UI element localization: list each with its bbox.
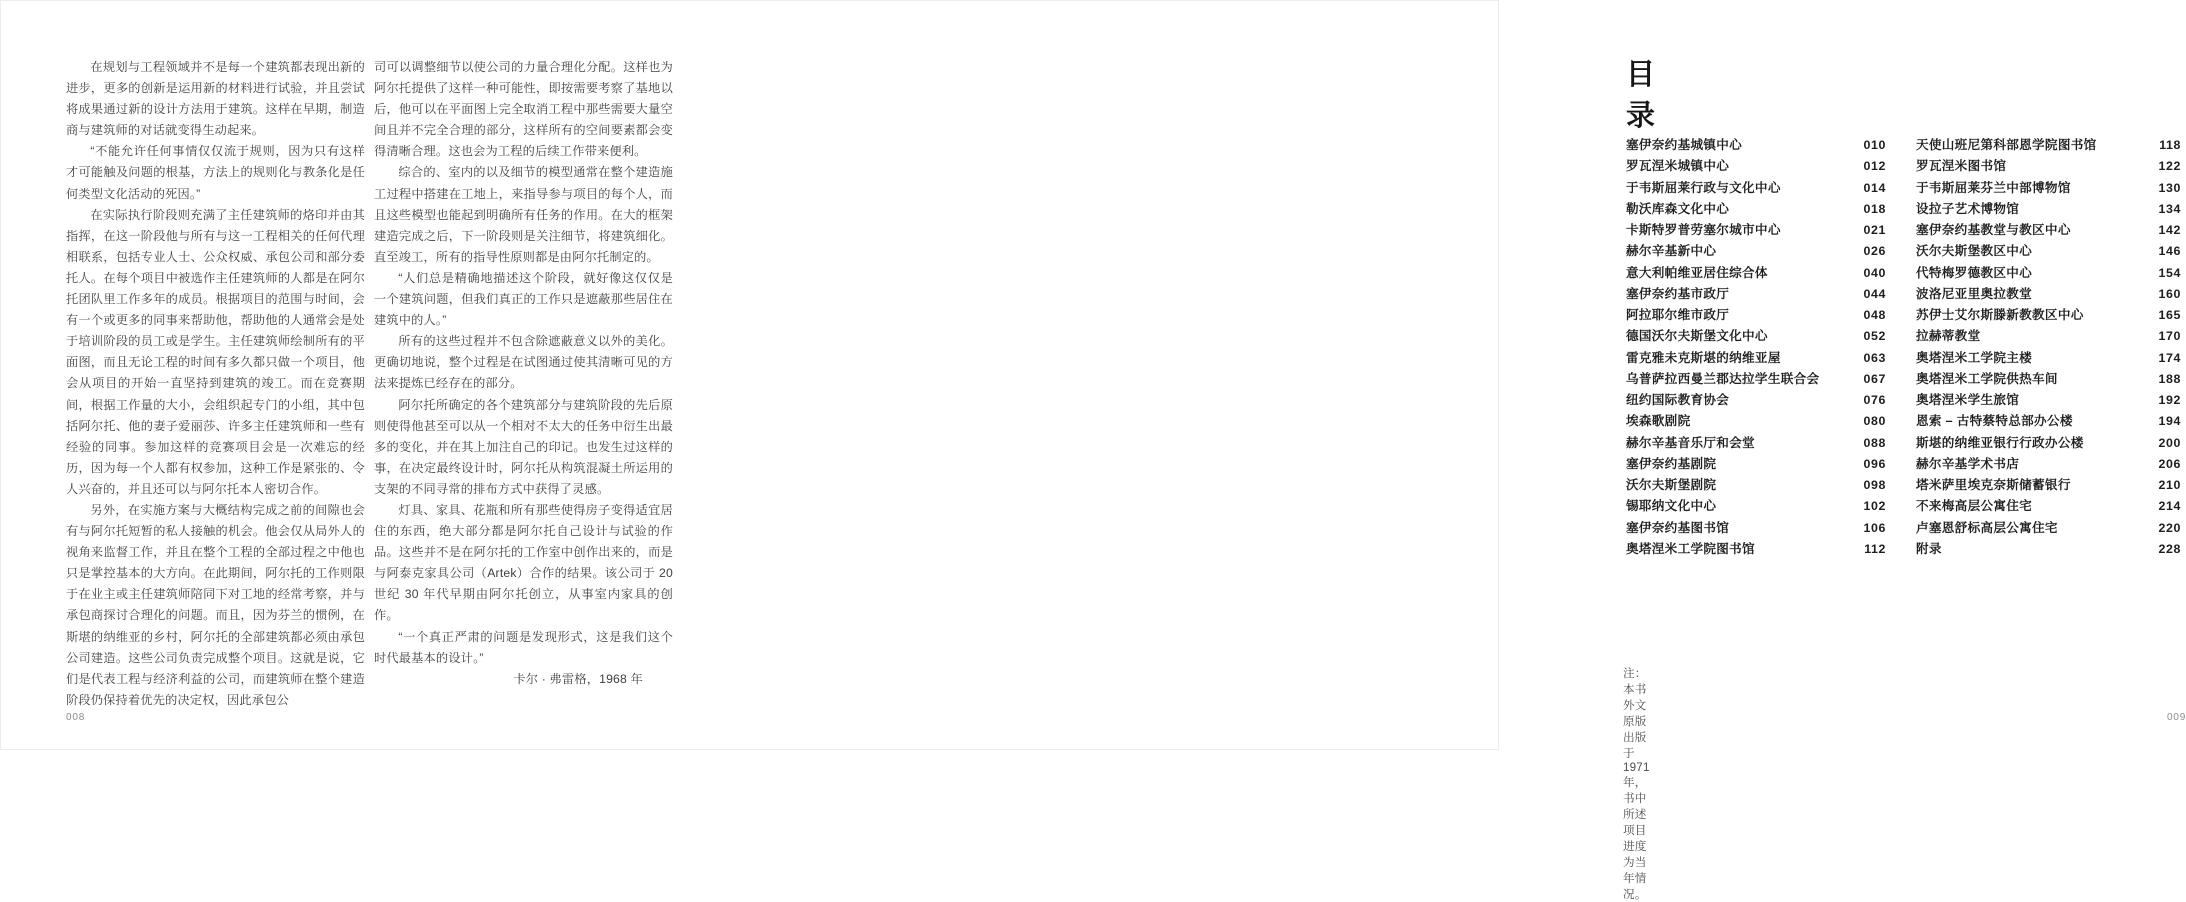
toc-entry bbox=[1916, 155, 2181, 176]
author-signature: 卡尔 · 弗雷格，1968 年 bbox=[513, 671, 643, 686]
toc-entry-title: 奥塔涅米工学院供热车间 bbox=[1916, 371, 2058, 386]
toc-entry-page: 142 bbox=[2158, 223, 2181, 237]
toc-entry bbox=[1626, 432, 1886, 453]
toc-entry-page: 080 bbox=[1863, 414, 1886, 429]
toc-entry-page: 021 bbox=[1863, 223, 1886, 237]
page-left bbox=[0, 0, 749, 750]
text-column-1 bbox=[66, 57, 365, 711]
toc-entry-page: 228 bbox=[2158, 541, 2181, 556]
toc-entry-title: 附录 bbox=[1916, 541, 1942, 556]
toc-entry bbox=[1626, 240, 1886, 261]
toc-entry bbox=[1626, 368, 1886, 389]
toc-entry-title: 苏伊士艾尔斯滕新教教区中心 bbox=[1916, 308, 2084, 322]
toc-entry-title: 天使山班尼第科部恩学院图书馆 bbox=[1916, 138, 2097, 152]
toc-entry-page: 052 bbox=[1863, 329, 1886, 344]
toc-title: 目 录 bbox=[1626, 59, 1657, 132]
toc-entry bbox=[1916, 347, 2181, 368]
toc-entry-page: 014 bbox=[1863, 180, 1886, 195]
toc-entry bbox=[1916, 474, 2181, 495]
toc-entry-title: 赫尔辛基学术书店 bbox=[1916, 456, 2020, 471]
toc-entry-title: 纽约国际教育协会 bbox=[1626, 393, 1730, 407]
toc-entry-title: 斯堪的纳维亚银行行政办公楼 bbox=[1916, 435, 2084, 450]
toc-entry bbox=[1916, 432, 2181, 453]
toc-entry-title: 赫尔辛基新中心 bbox=[1626, 244, 1717, 259]
toc-entry-page: 210 bbox=[2158, 478, 2181, 492]
toc-entry-title: 罗瓦涅米图书馆 bbox=[1916, 159, 2007, 174]
toc-entry bbox=[1916, 198, 2181, 219]
toc-entry bbox=[1626, 538, 1886, 559]
toc-entry-page: 122 bbox=[2158, 159, 2181, 174]
toc-entry bbox=[1916, 240, 2181, 261]
toc-entry-title: 奥塔涅米工学院图书馆 bbox=[1626, 541, 1755, 556]
toc-entry-title: 恩索 – 古特蔡特总部办公楼 bbox=[1916, 414, 2073, 429]
toc-entry-page: 146 bbox=[2158, 244, 2181, 259]
body-paragraph: “不能允许任何事情仅仅流于规则，因为只有这样才可能触及问题的根基，方法上的规则化与教条化是任何类型文化活动的死因。” bbox=[66, 144, 365, 201]
toc-entry bbox=[1626, 155, 1886, 176]
toc-entry-title: 卢塞恩舒标高层公寓住宅 bbox=[1916, 520, 2058, 535]
toc-entry bbox=[1626, 517, 1886, 538]
body-paragraph: 在规划与工程领域并不是每一个建筑都表现出新的进步，更多的创新是运用新的材料进行试验，并且尝试将成果通过新的设计方法用于建筑。这样在早期，制造商与建筑师的对话就变得生动起来。 bbox=[66, 60, 365, 138]
toc-entry-page: 044 bbox=[1863, 286, 1886, 301]
toc-entry-title: 雷克雅未克斯堪的纳维亚屋 bbox=[1626, 350, 1781, 365]
toc-entry-title: 于韦斯屈莱芬兰中部博物馆 bbox=[1916, 180, 2071, 195]
toc-entry-title: 塞伊奈约基城镇中心 bbox=[1626, 138, 1743, 152]
toc-entry-page: 188 bbox=[2158, 371, 2181, 386]
toc-entry bbox=[1916, 538, 2181, 559]
text-column-2 bbox=[374, 57, 673, 690]
toc-entry-title: 于韦斯屈莱行政与文化中心 bbox=[1626, 180, 1781, 195]
toc-entry bbox=[1626, 347, 1886, 368]
toc-entry bbox=[1626, 325, 1886, 346]
toc-entry bbox=[1626, 474, 1886, 495]
toc-entry bbox=[1916, 219, 2181, 240]
toc-entry-title: 卡斯特罗普劳塞尔城市中心 bbox=[1626, 223, 1781, 237]
page-right bbox=[749, 0, 2186, 901]
toc-entry-title: 阿拉耶尔维市政厅 bbox=[1626, 308, 1730, 322]
toc-entry-title: 塔米萨里埃克奈斯储蓄银行 bbox=[1916, 478, 2071, 492]
toc-entry-title: 波洛尼亚里奥拉教堂 bbox=[1916, 286, 2033, 301]
toc-entry-page: 010 bbox=[1863, 138, 1886, 152]
toc-entry-title: 沃尔夫斯堡教区中心 bbox=[1916, 244, 2033, 259]
toc-entry bbox=[1626, 389, 1886, 410]
toc-entry-title: 塞伊奈约基市政厅 bbox=[1626, 286, 1730, 301]
toc-entry-page: 048 bbox=[1863, 308, 1886, 322]
toc-entry-title: 意大利帕维亚居住综合体 bbox=[1626, 265, 1768, 280]
toc-entry-page: 165 bbox=[2158, 308, 2181, 322]
toc-entry bbox=[1916, 325, 2181, 346]
toc-entry-page: 098 bbox=[1863, 478, 1886, 492]
toc-entry-page: 018 bbox=[1863, 201, 1886, 216]
toc-entry-page: 134 bbox=[2158, 201, 2181, 216]
toc-entry-page: 076 bbox=[1863, 393, 1886, 407]
body-paragraph: 所有的这些过程并不包含除遮蔽意义以外的美化。更确切地说，整个过程是在试图通过使其清晰可见的方法来提炼已经存在的部分。 bbox=[374, 334, 673, 391]
page-number-right: 009 bbox=[2167, 712, 2186, 723]
toc-entry-page: 063 bbox=[1863, 350, 1886, 365]
toc-entry bbox=[1916, 368, 2181, 389]
toc-entry-page: 154 bbox=[2158, 265, 2181, 280]
body-paragraph: 阿尔托所确定的各个建筑部分与建筑阶段的先后原则使得他甚至可以从一个相对不太大的任务中衍生出最多的变化，并在其上加注自己的印记。也发生过这样的事，在决定最终设计时，阿尔托从构筑混凝土所运用的支架的不同寻常的排布方式中获得了灵感。 bbox=[374, 397, 673, 496]
toc-entry bbox=[1916, 453, 2181, 474]
toc-entry-page: 106 bbox=[1863, 520, 1886, 535]
toc-entry bbox=[1916, 304, 2181, 325]
body-paragraph: 司可以调整细节以使公司的力量合理化分配。这样也为阿尔托提供了这样一种可能性，即按需要考察了基地以后，他可以在平面图上完全取消工程中那些需要大量空间且并不完全合理的部分，这样所有的空间要素都会变得清晰合理。这也会为工程的后续工作带来便利。 bbox=[374, 60, 673, 159]
toc-entry-page: 096 bbox=[1863, 456, 1886, 471]
toc-entry-title: 拉赫蒂教堂 bbox=[1916, 329, 1981, 344]
body-paragraph: 在实际执行阶段则充满了主任建筑师的烙印并由其指挥，在这一阶段他与所有与这一工程相关的任何代理相联系，包括专业人士、公众权威、承包公司和部分委托人。在每个项目中被选作主任建筑师的人都是在阿尔托团队里工作多年的成员。根据项目的范围与时间，会有一个或更多的同事来帮助他，帮助他的人通常会是处于培训阶段的员工或是学生。主任建筑师绘制所有的平面图，而且无论工程的时间有多久都只做一个项目，他会从项目的开始一直坚持到建筑的竣工。而在竞赛期间，根据工作量的大小，会组织起专门的小组，其中包括阿尔托、他的妻子爱丽莎、许多主任建筑师和一些有经验的同事。参加这样的竞赛项目会是一次难忘的经历，因为每一个人都有权参加，这种工作是紧张的、令人兴奋的，并且还可以与阿尔托本人密切合作。 bbox=[66, 207, 365, 496]
toc-entry-title: 设拉子艺术博物馆 bbox=[1916, 201, 2020, 216]
toc-entry-page: 026 bbox=[1863, 244, 1886, 259]
toc-entry-title: 埃森歌剧院 bbox=[1626, 414, 1691, 429]
toc-entry-page: 174 bbox=[2158, 350, 2181, 365]
toc-entry bbox=[1916, 495, 2181, 516]
toc-entry-title: 奥塔涅米工学院主楼 bbox=[1916, 350, 2033, 365]
toc-entry-title: 乌普萨拉西曼兰郡达拉学生联合会 bbox=[1626, 371, 1820, 386]
toc-entry bbox=[1626, 134, 1886, 155]
toc-entry bbox=[1626, 262, 1886, 283]
toc-entry-page: 112 bbox=[1864, 541, 1886, 556]
toc-entry-page: 206 bbox=[2158, 456, 2181, 471]
body-paragraph: 灯具、家具、花瓶和所有那些使得房子变得适宜居住的东西，绝大部分都是阿尔托自己设计与试验的作品。这些并不是在阿尔托的工作室中创作出来的，而是与阿泰克家具公司（Artek）合作的结果。该公司于 20 世纪 30 年代早期由阿尔托创立，从事室内家具的创作。 bbox=[374, 502, 673, 623]
toc-entry-title: 奥塔涅米学生旅馆 bbox=[1916, 393, 2020, 407]
toc-entry-title: 德国沃尔夫斯堡文化中心 bbox=[1626, 329, 1768, 344]
toc-entry-title: 塞伊奈约基教堂与教区中心 bbox=[1916, 223, 2071, 237]
toc-entry bbox=[1916, 134, 2181, 155]
toc-entry bbox=[1626, 177, 1886, 198]
toc-column-right bbox=[1916, 134, 2181, 559]
toc-entry-page: 200 bbox=[2158, 435, 2181, 450]
toc-entry bbox=[1626, 219, 1886, 240]
toc-entry bbox=[1626, 410, 1886, 431]
body-paragraph: 另外，在实施方案与大概结构完成之前的间隙也会有与阿尔托短暂的私人接触的机会。他会仅从局外人的视角来监督工作，并且在整个工程的全部过程之中他也只是掌控基本的大方向。在此期间，阿尔托的工作则限于在业主或主任建筑师陪同下对工地的经常考察，并与承包商探讨合理化的问题。而且，因为芬兰的惯例，在斯堪的纳维亚的乡村，阿尔托的全部建筑都必须由承包公司建造。这些公司负责完成整个项目。这就是说，它们是代表工程与经济利益的公司，而建筑师在整个建造阶段仍保持着优先的决定权，因此承包公 bbox=[66, 502, 365, 707]
toc-entry bbox=[1626, 283, 1886, 304]
toc-entry-page: 118 bbox=[2159, 138, 2181, 152]
body-paragraph: “一个真正严肃的问题是发现形式，这是我们这个时代最基本的设计。” bbox=[374, 629, 673, 665]
toc-entry-title: 锡耶纳文化中心 bbox=[1626, 499, 1717, 514]
toc-entry-title: 代特梅罗德教区中心 bbox=[1916, 265, 2033, 280]
body-paragraph: 综合的、室内的以及细节的模型通常在整个建造施工过程中搭建在工地上，来指导参与项目的每个人，而且这些模型也能起到明确所有任务的作用。在大的框架建造完成之后，下一阶段则是关注细节，将建筑细化。直至竣工，所有的指导性原则都是由阿尔托制定的。 bbox=[374, 165, 673, 264]
toc-entry-page: 088 bbox=[1863, 435, 1886, 450]
toc-entry-page: 040 bbox=[1863, 265, 1886, 280]
toc-entry-title: 塞伊奈约基剧院 bbox=[1626, 456, 1717, 471]
toc-entry-title: 沃尔夫斯堡剧院 bbox=[1626, 478, 1717, 492]
toc-entry bbox=[1916, 389, 2181, 410]
toc-entry-page: 067 bbox=[1863, 371, 1886, 386]
footnote: 注：本书外文原版出版于 1971 年，书中所述项目进度为当年情况。 bbox=[1623, 667, 1650, 901]
toc-entry-page: 012 bbox=[1863, 159, 1886, 174]
toc-entry-title: 不来梅高层公寓住宅 bbox=[1916, 499, 2033, 514]
toc-entry-page: 220 bbox=[2158, 520, 2181, 535]
toc-entry bbox=[1626, 304, 1886, 325]
toc-column-left bbox=[1626, 134, 1886, 559]
toc-entry-page: 160 bbox=[2158, 286, 2181, 301]
toc-entry bbox=[1916, 410, 2181, 431]
toc-entry bbox=[1626, 453, 1886, 474]
toc-entry-page: 170 bbox=[2158, 329, 2181, 344]
toc-entry bbox=[1626, 495, 1886, 516]
page-number-left: 008 bbox=[66, 712, 86, 723]
toc-entry-title: 勒沃库森文化中心 bbox=[1626, 201, 1730, 216]
toc-entry bbox=[1626, 198, 1886, 219]
toc-entry bbox=[1916, 177, 2181, 198]
toc-entry bbox=[1916, 262, 2181, 283]
toc-entry-title: 塞伊奈约基图书馆 bbox=[1626, 520, 1730, 535]
toc-entry-title: 罗瓦涅米城镇中心 bbox=[1626, 159, 1730, 174]
toc-entry-page: 194 bbox=[2158, 414, 2181, 429]
toc-entry-page: 214 bbox=[2158, 499, 2181, 514]
body-paragraph: “人们总是精确地描述这个阶段，就好像这仅仅是一个建筑问题，但我们真正的工作只是遮蔽那些居住在建筑中的人。” bbox=[374, 270, 673, 328]
toc-entry-page: 192 bbox=[2158, 393, 2181, 407]
toc-entry bbox=[1916, 517, 2181, 538]
toc-entry-page: 130 bbox=[2158, 180, 2181, 195]
toc-entry-title: 赫尔辛基音乐厅和会堂 bbox=[1626, 435, 1755, 450]
toc-entry bbox=[1916, 283, 2181, 304]
toc-entry-page: 102 bbox=[1863, 499, 1886, 514]
